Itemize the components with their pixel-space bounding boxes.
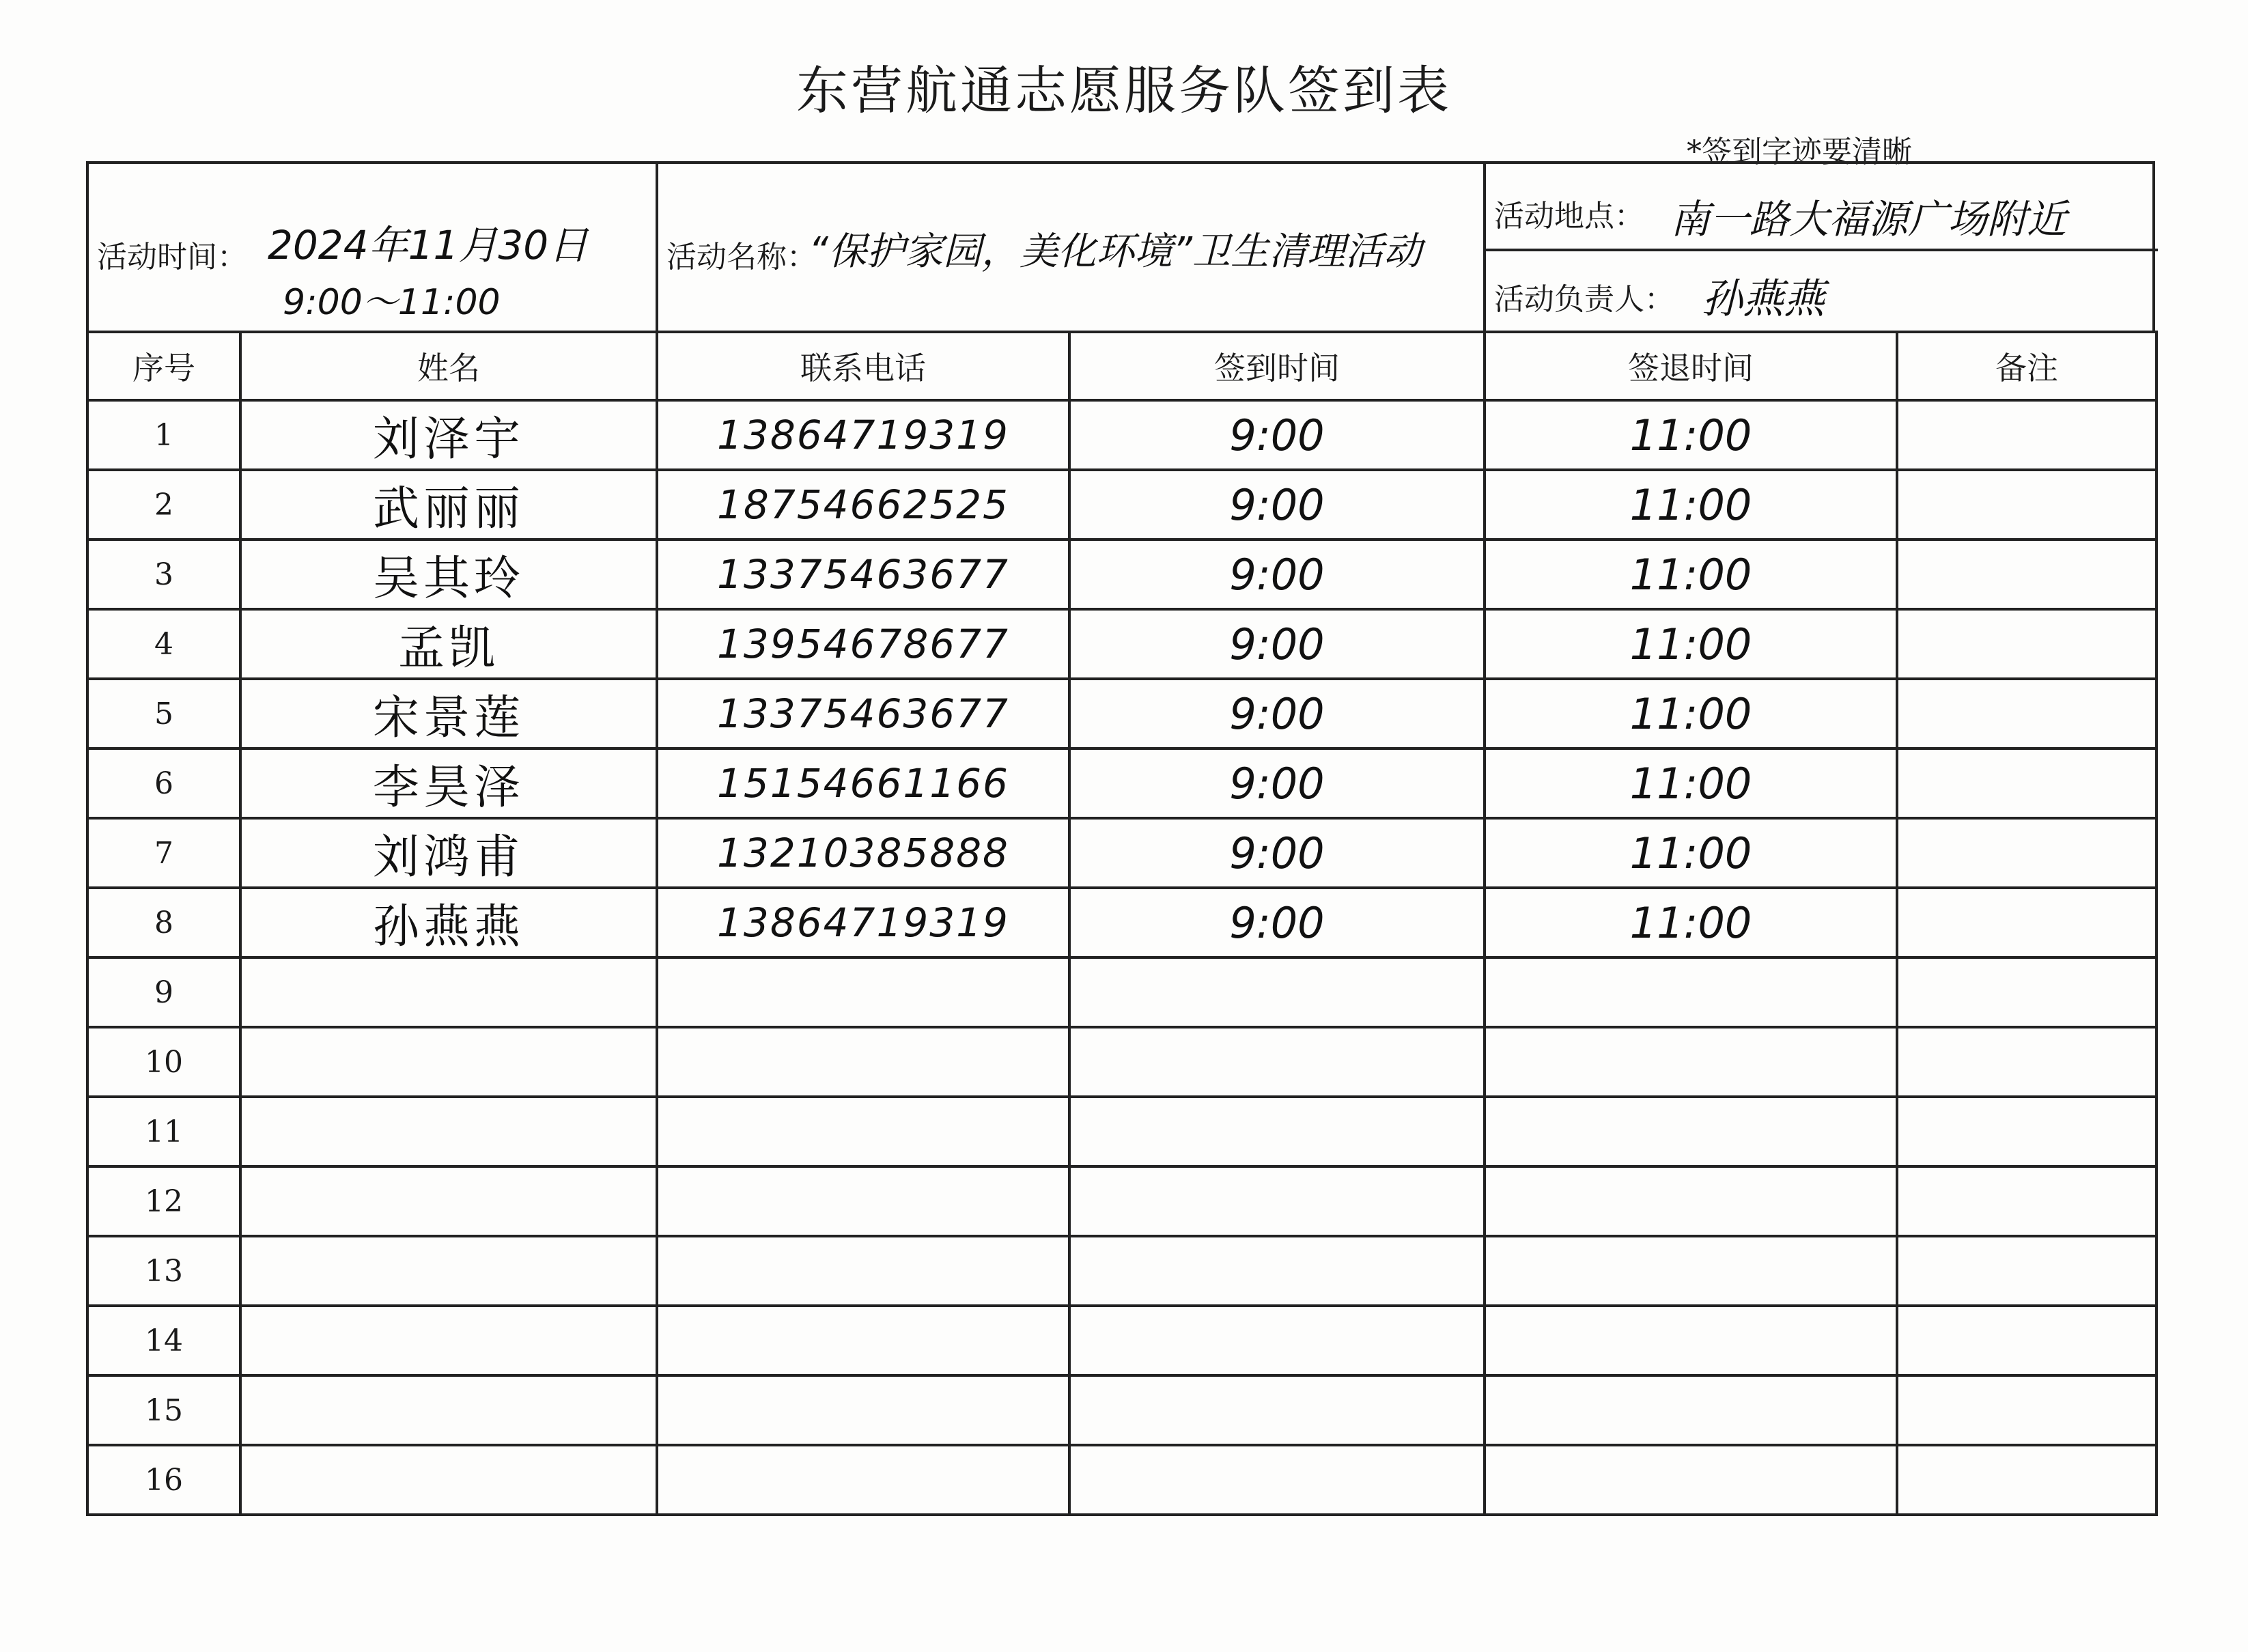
activity-time-range: 9:00～11:00 bbox=[283, 282, 501, 323]
activity-header bbox=[86, 161, 2155, 331]
row-phone bbox=[657, 957, 1069, 1027]
row-sign-in-time: 9:00 bbox=[1069, 470, 1485, 540]
row-sign-in-time: 9:00 bbox=[1069, 748, 1485, 818]
row-name: 孟凯 bbox=[240, 609, 657, 679]
row-sign-out-time bbox=[1485, 957, 1897, 1027]
row-name bbox=[240, 1445, 657, 1515]
table-row bbox=[87, 1306, 2156, 1375]
row-phone: 18754662525 bbox=[657, 470, 1069, 540]
row-name: 刘泽宇 bbox=[240, 400, 657, 470]
row-index: 14 bbox=[87, 1306, 240, 1375]
column-header-sign-out-time: 签退时间 bbox=[1485, 332, 1897, 400]
table-row bbox=[87, 957, 2156, 1027]
row-sign-in-time bbox=[1069, 1375, 1485, 1445]
activity-time-cell bbox=[89, 164, 658, 333]
row-sign-out-time: 11:00 bbox=[1485, 400, 1897, 470]
row-index: 15 bbox=[87, 1375, 240, 1445]
row-sign-out-time: 11:00 bbox=[1485, 748, 1897, 818]
row-name bbox=[240, 1375, 657, 1445]
row-remark bbox=[1897, 818, 2156, 888]
activity-place-value: 南一路大福源广场附近 bbox=[1670, 196, 2067, 242]
table-row bbox=[87, 679, 2156, 748]
table-body bbox=[87, 400, 2156, 1515]
row-index: 1 bbox=[87, 400, 240, 470]
row-index: 13 bbox=[87, 1236, 240, 1306]
row-name bbox=[240, 1306, 657, 1375]
row-sign-out-time: 11:00 bbox=[1485, 888, 1897, 957]
row-sign-out-time bbox=[1485, 1097, 1897, 1166]
table-row bbox=[87, 1097, 2156, 1166]
table-row bbox=[87, 1166, 2156, 1236]
row-phone bbox=[657, 1097, 1069, 1166]
row-name: 宋景莲 bbox=[240, 679, 657, 748]
table-row bbox=[87, 1027, 2156, 1097]
row-remark bbox=[1897, 1375, 2156, 1445]
row-name bbox=[240, 1097, 657, 1166]
table-row bbox=[87, 540, 2156, 609]
row-phone: 15154661166 bbox=[657, 748, 1069, 818]
row-phone: 13375463677 bbox=[657, 540, 1069, 609]
row-index: 16 bbox=[87, 1445, 240, 1515]
row-remark bbox=[1897, 1166, 2156, 1236]
row-sign-in-time bbox=[1069, 1097, 1485, 1166]
place-leader-divider bbox=[1486, 249, 2158, 251]
row-name bbox=[240, 1166, 657, 1236]
row-name bbox=[240, 957, 657, 1027]
activity-place-label: 活动地点： bbox=[1494, 199, 1644, 234]
row-sign-in-time bbox=[1069, 1236, 1485, 1306]
row-name bbox=[240, 1236, 657, 1306]
row-phone bbox=[657, 1166, 1069, 1236]
row-remark bbox=[1897, 1236, 2156, 1306]
row-phone: 13864719319 bbox=[657, 400, 1069, 470]
row-sign-in-time: 9:00 bbox=[1069, 818, 1485, 888]
row-phone bbox=[657, 1236, 1069, 1306]
activity-name-cell bbox=[658, 164, 1486, 333]
row-phone: 13954678677 bbox=[657, 609, 1069, 679]
table-row bbox=[87, 400, 2156, 470]
activity-time-label: 活动时间： bbox=[97, 240, 247, 275]
row-phone bbox=[657, 1306, 1069, 1375]
table-row bbox=[87, 1445, 2156, 1515]
table-row bbox=[87, 888, 2156, 957]
column-header-index: 序号 bbox=[87, 332, 240, 400]
row-sign-in-time: 9:00 bbox=[1069, 679, 1485, 748]
row-sign-in-time bbox=[1069, 1027, 1485, 1097]
column-header-name: 姓名 bbox=[240, 332, 657, 400]
row-index: 6 bbox=[87, 748, 240, 818]
table-row bbox=[87, 1236, 2156, 1306]
row-index: 9 bbox=[87, 957, 240, 1027]
row-sign-in-time bbox=[1069, 1306, 1485, 1375]
row-sign-in-time: 9:00 bbox=[1069, 888, 1485, 957]
row-remark bbox=[1897, 1027, 2156, 1097]
row-sign-in-time bbox=[1069, 957, 1485, 1027]
row-index: 7 bbox=[87, 818, 240, 888]
table-row bbox=[87, 470, 2156, 540]
row-index: 10 bbox=[87, 1027, 240, 1097]
row-sign-out-time bbox=[1485, 1375, 1897, 1445]
activity-name-label: 活动名称： bbox=[666, 240, 817, 275]
row-remark bbox=[1897, 470, 2156, 540]
row-index: 11 bbox=[87, 1097, 240, 1166]
row-sign-out-time: 11:00 bbox=[1485, 609, 1897, 679]
table-row bbox=[87, 1375, 2156, 1445]
row-sign-out-time bbox=[1485, 1445, 1897, 1515]
row-name: 李昊泽 bbox=[240, 748, 657, 818]
row-name: 孙燕燕 bbox=[240, 888, 657, 957]
row-sign-in-time bbox=[1069, 1445, 1485, 1515]
row-remark bbox=[1897, 1306, 2156, 1375]
legibility-note: *签到字迹要清晰 bbox=[1687, 135, 1912, 169]
row-phone: 13210385888 bbox=[657, 818, 1069, 888]
row-sign-out-time: 11:00 bbox=[1485, 540, 1897, 609]
row-remark bbox=[1897, 609, 2156, 679]
row-phone bbox=[657, 1445, 1069, 1515]
row-name: 武丽丽 bbox=[240, 470, 657, 540]
row-phone bbox=[657, 1375, 1069, 1445]
table-header-row bbox=[87, 332, 2156, 400]
column-header-sign-in-time: 签到时间 bbox=[1069, 332, 1485, 400]
row-remark bbox=[1897, 748, 2156, 818]
table-row bbox=[87, 818, 2156, 888]
sign-in-table bbox=[86, 331, 2158, 1516]
row-remark bbox=[1897, 957, 2156, 1027]
row-remark bbox=[1897, 400, 2156, 470]
activity-time-date: 2024年11月30日 bbox=[268, 222, 589, 268]
row-sign-in-time bbox=[1069, 1166, 1485, 1236]
row-sign-out-time bbox=[1485, 1236, 1897, 1306]
table-row bbox=[87, 748, 2156, 818]
row-name: 刘鸿甫 bbox=[240, 818, 657, 888]
activity-leader-value: 孙燕燕 bbox=[1702, 275, 1825, 323]
table-row bbox=[87, 609, 2156, 679]
column-header-phone: 联系电话 bbox=[657, 332, 1069, 400]
row-sign-out-time bbox=[1485, 1027, 1897, 1097]
row-phone: 13375463677 bbox=[657, 679, 1069, 748]
row-sign-out-time bbox=[1485, 1306, 1897, 1375]
row-name: 吴其玲 bbox=[240, 540, 657, 609]
row-index: 8 bbox=[87, 888, 240, 957]
row-remark bbox=[1897, 1445, 2156, 1515]
activity-leader-label: 活动负责人： bbox=[1494, 282, 1674, 317]
row-sign-out-time bbox=[1485, 1166, 1897, 1236]
row-remark bbox=[1897, 679, 2156, 748]
activity-name-value: “保护家园，美化环境”卫生清理活动 bbox=[809, 229, 1422, 274]
row-sign-in-time: 9:00 bbox=[1069, 400, 1485, 470]
row-index: 3 bbox=[87, 540, 240, 609]
row-index: 4 bbox=[87, 609, 240, 679]
row-index: 12 bbox=[87, 1166, 240, 1236]
row-index: 2 bbox=[87, 470, 240, 540]
row-sign-out-time: 11:00 bbox=[1485, 818, 1897, 888]
row-phone: 13864719319 bbox=[657, 888, 1069, 957]
column-header-remark: 备注 bbox=[1897, 332, 2156, 400]
row-name bbox=[240, 1027, 657, 1097]
row-sign-in-time: 9:00 bbox=[1069, 609, 1485, 679]
row-remark bbox=[1897, 888, 2156, 957]
activity-place-cell bbox=[1486, 164, 2158, 333]
row-index: 5 bbox=[87, 679, 240, 748]
row-remark bbox=[1897, 540, 2156, 609]
row-sign-in-time: 9:00 bbox=[1069, 540, 1485, 609]
row-phone bbox=[657, 1027, 1069, 1097]
row-sign-out-time: 11:00 bbox=[1485, 679, 1897, 748]
row-sign-out-time: 11:00 bbox=[1485, 470, 1897, 540]
row-remark bbox=[1897, 1097, 2156, 1166]
page-title: 东营航通志愿服务队签到表 bbox=[796, 60, 1452, 121]
